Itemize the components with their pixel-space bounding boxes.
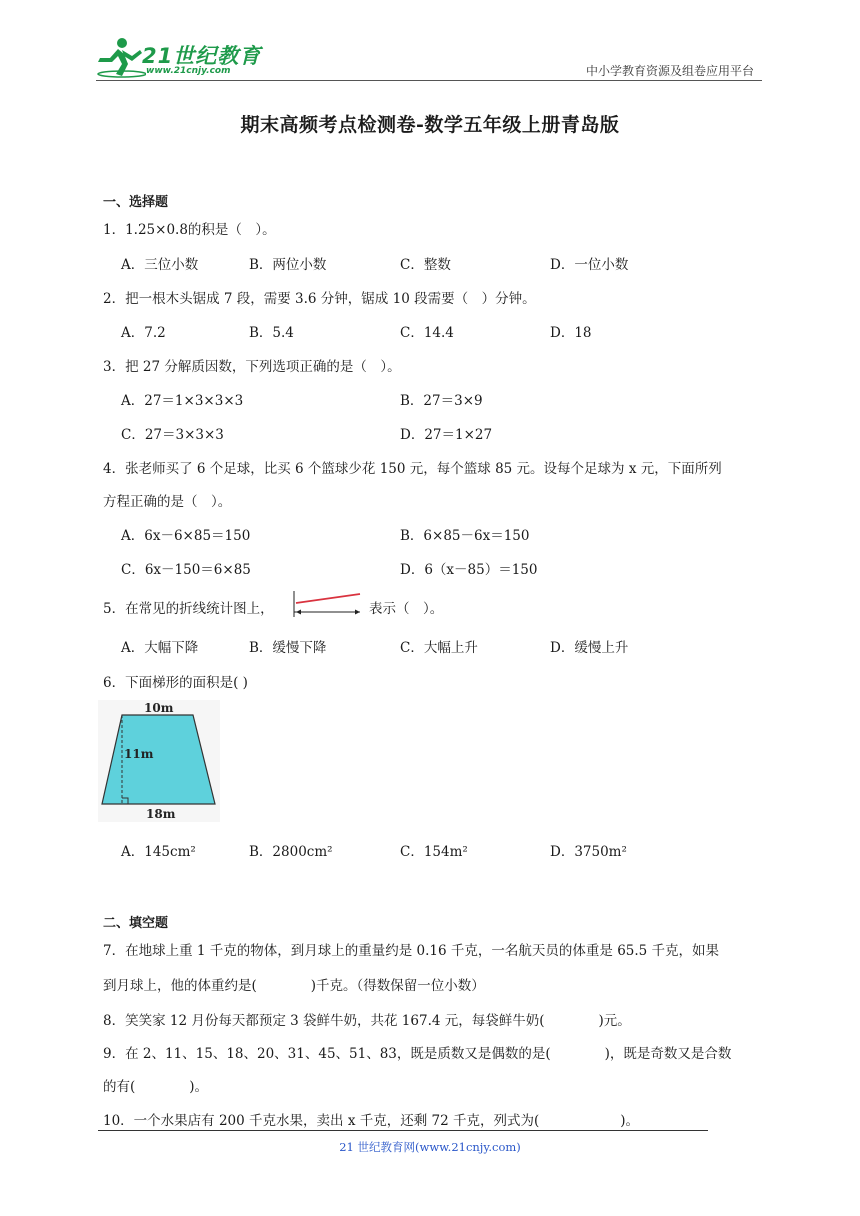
question-4-line-2: 方程正确的是（ ）。	[103, 494, 232, 510]
logo-url: www.21cnjy.com	[146, 66, 231, 76]
q1-option-b: B．两位小数	[249, 257, 327, 273]
header-divider	[96, 80, 762, 81]
q1-option-d: D．一位小数	[550, 257, 629, 273]
line-chart-segment-figure	[290, 588, 366, 624]
question-5-suffix: 表示（ ）。	[369, 601, 444, 617]
q3-option-d: D．27＝1×27	[400, 427, 493, 443]
q4-option-a: A．6x－6×85＝150	[121, 528, 251, 544]
footer-divider	[98, 1130, 708, 1131]
q2-option-d: D．18	[550, 325, 592, 341]
q3-option-a: A．27＝1×3×3×3	[121, 393, 244, 409]
section-title-fill: 二、填空题	[103, 916, 169, 931]
q5-option-a: A．大幅下降	[121, 640, 199, 656]
q1-option-c: C．整数	[400, 257, 451, 273]
q2-option-a: A．7.2	[121, 325, 166, 341]
page-title: 期末高频考点检测卷-数学五年级上册青岛版	[240, 114, 620, 136]
q2-option-c: C．14.4	[400, 325, 454, 341]
question-5-text: 5．在常见的折线统计图上，	[103, 601, 274, 617]
question-3: 3．把 27 分解质因数，下列选项正确的是（ ）。	[103, 359, 401, 375]
q5-option-c: C．大幅上升	[400, 640, 478, 656]
q4-option-d: D．6（x－85）＝150	[400, 562, 538, 578]
question-10: 10．一个水果店有 200 千克水果，卖出 x 千克，还剩 72 千克，列式为( )。	[103, 1113, 640, 1129]
q2-option-b: B．5.4	[249, 325, 294, 341]
question-9-line-1: 9．在 2、11、15、18、20、31、45、51、83，既是质数又是偶数的是( )，既是奇数又是合数	[103, 1046, 732, 1062]
question-7-line-1: 7．在地球上重 1 千克的物体，到月球上的重量约是 0.16 千克，一名航天员的体重是 65.5 千克，如果	[103, 943, 720, 959]
trapezoid-top-label: 10m	[144, 701, 174, 715]
question-2: 2．把一根木头锯成 7 段，需要 3.6 分钟，锯成 10 段需要（ ）分钟。	[103, 291, 536, 307]
q5-option-d: D．缓慢上升	[550, 640, 629, 656]
trapezoid-bottom-label: 18m	[146, 807, 176, 821]
question-8: 8．笑笑家 12 月份每天都预定 3 袋鲜牛奶，共花 167.4 元，每袋鲜牛奶( )元。	[103, 1013, 631, 1029]
q3-option-c: C．27＝3×3×3	[121, 427, 224, 443]
q6-option-c: C．154m²	[400, 844, 468, 860]
q4-option-b: B．6×85－6x＝150	[400, 528, 530, 544]
runner-icon	[96, 36, 146, 78]
q1-option-a: A．三位小数	[121, 257, 199, 273]
question-9-line-2: 的有( )。	[103, 1079, 209, 1095]
trapezoid-height-label: 11m	[124, 747, 154, 761]
section-title-choice: 一、选择题	[103, 195, 169, 210]
footer-link[interactable]: 21 世纪教育网(www.21cnjy.com)	[339, 1140, 521, 1154]
header-platform-text: 中小学教育资源及组卷应用平台	[585, 64, 754, 78]
q5-option-b: B．缓慢下降	[249, 640, 327, 656]
q3-option-b: B．27＝3×9	[400, 393, 483, 409]
q6-option-b: B．2800cm²	[249, 844, 333, 860]
question-4-line-1: 4．张老师买了 6 个足球，比买 6 个篮球少花 150 元，每个篮球 85 元。设每个足球为 x 元，下面所列	[103, 461, 722, 477]
q6-option-d: D．3750m²	[550, 844, 627, 860]
q6-option-a: A．145cm²	[121, 844, 196, 860]
question-1: 1．1.25×0.8的积是（ ）。	[103, 222, 276, 238]
question-6: 6．下面梯形的面积是( )	[103, 675, 248, 691]
trapezoid-figure	[98, 700, 220, 826]
q4-option-c: C．6x－150＝6×85	[121, 562, 251, 578]
logo-text: 21世纪教育	[142, 44, 262, 68]
question-7-line-2: 到月球上，他的体重约是( )千克。（得数保留一位小数）	[103, 978, 485, 994]
